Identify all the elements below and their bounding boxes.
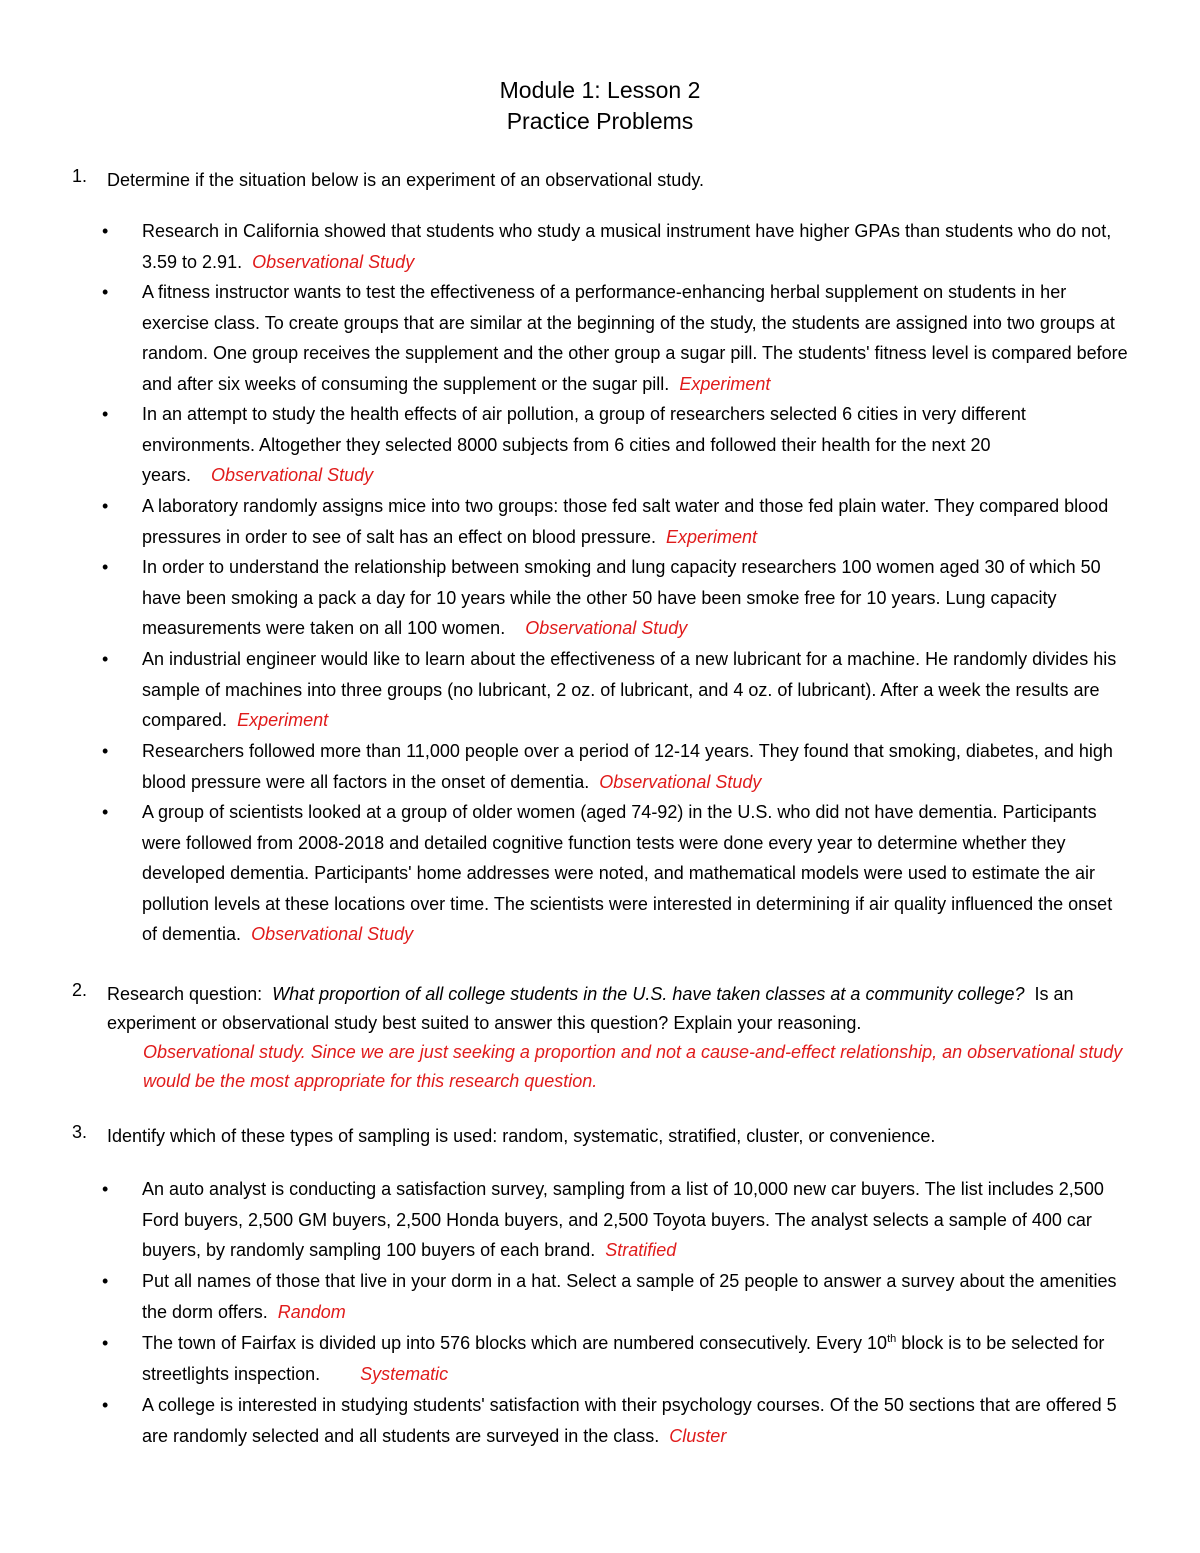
item-superscript: th [887, 1333, 897, 1345]
answer-text: Stratified [605, 1240, 677, 1261]
question-2-number: 2. [72, 980, 88, 1000]
list-item [142, 1390, 1132, 1451]
answer-text: Observational Study [211, 465, 374, 486]
question-2-research-question: What proportion of all college students in the U.S. have taken classes at a community college? [272, 984, 1025, 1004]
item-text: In an attempt to study the health effects of air pollution, a group of researchers selected 6 cities in very different environments. Altogether they selected 8000 subjects from 6 cities and followed their health for the next 20 years. [142, 404, 1026, 486]
answer-text: Observational Study [599, 771, 762, 792]
item-text: In order to understand the relationship between smoking and lung capacity researchers 100 women aged 30 of which 50 have been smoking a pack a day for 10 years while the other 50 have been smoke free for 10 years. Lung capacity measurements were taken on all 100 women. [142, 557, 1101, 639]
question-2-lead: Research question: [107, 984, 263, 1004]
item-text: A college is interested in studying students' satisfaction with their psychology courses. Of the 50 sections that are offered 5 are randomly selected and all students are surveyed in the class. [142, 1395, 1117, 1446]
answer-text: Observational Study [252, 251, 415, 272]
document-title: Module 1: Lesson 2 [499, 77, 701, 103]
answer-text: Experiment [679, 373, 771, 394]
list-item [142, 1174, 1132, 1266]
item-text-pre: The town of Fairfax is divided up into 576 blocks which are numbered consecutively. Every 10 [142, 1333, 888, 1353]
list-item [142, 491, 1132, 552]
list-item [142, 552, 1132, 644]
item-text: An auto analyst is conducting a satisfaction survey, sampling from a list of 10,000 new car buyers. The list includes 2,500 Ford buyers, 2,500 GM buyers, 2,500 Honda buyers, and 2,500 Toyota buyers. The analyst selects a sample of 400 car buyers, by randomly sampling 100 buyers of each brand. [142, 1179, 1104, 1261]
question-3-number: 3. [72, 1122, 88, 1142]
document-subtitle: Practice Problems [506, 108, 694, 134]
item-text: A laboratory randomly assigns mice into two groups: those fed salt water and those fed plain water. They compared blood pressures in order to see of salt has an effect on blood pressure. [142, 496, 1109, 547]
item-text: A group of scientists looked at a group of older women (aged 74-92) in the U.S. who did not have dementia. Participants were followed from 2008-2018 and detailed cognitive function tests were done every year to determine whether they developed dementia. Participants' home addresses were noted, and mathematical models were used to estimate the air pollution levels at these locations over time. The scientists were interested in determining if air quality influenced the onset of dementia. [142, 802, 1113, 945]
answer-text: Systematic [360, 1363, 449, 1384]
answer-text: Observational Study [251, 924, 414, 945]
question-1-number: 1. [72, 166, 88, 186]
question-1-prompt: Determine if the situation below is an experiment of an observational study. [107, 170, 704, 190]
list-item [142, 399, 1132, 491]
list-item [142, 1266, 1132, 1327]
item-text: An industrial engineer would like to learn about the effectiveness of a new lubricant for a machine. He randomly divides his sample of machines into three groups (no lubricant, 2 oz. of lubricant, and 4 oz. of lubricant). After a week the results are compared. [142, 649, 1117, 731]
item-text: Research in California showed that students who study a musical instrument have higher GPAs than students who do not, 3.59 to 2.91. [142, 221, 1112, 272]
list-item [142, 216, 1132, 277]
question-2-prompt: Is an experiment or observational study best suited to answer this question? Explain your reasoning. [107, 984, 1074, 1033]
list-item [142, 1328, 1132, 1389]
list-item [142, 644, 1132, 736]
question-3-prompt: Identify which of these types of sampling is used: random, systematic, stratified, cluster, or convenience. [107, 1126, 936, 1146]
answer-text: Observational Study [525, 618, 688, 639]
answer-text: Experiment [237, 710, 329, 731]
item-text: A fitness instructor wants to test the effectiveness of a performance-enhancing herbal supplement on students in her exercise class. To create groups that are similar at the beginning of the study, the students are assigned into two groups at random. One group receives the supplement and the other group a sugar pill. The students' fitness level is compared before and after six weeks of consuming the supplement or the sugar pill. [142, 282, 1128, 394]
answer-text: Random [277, 1301, 346, 1322]
answer-text: Experiment [665, 526, 758, 547]
answer-text: Cluster [669, 1425, 727, 1446]
list-item [142, 736, 1132, 797]
list-item [142, 797, 1132, 950]
question-2-answer: Observational study. Since we are just seeking a proportion and not a cause-and-effect relationship, an observational study would be the most appropriate for this research question. [143, 1042, 1123, 1091]
list-item [142, 277, 1132, 399]
item-text: Researchers followed more than 11,000 people over a period of 12-14 years. They found that smoking, diabetes, and high blood pressure were all factors in the onset of dementia. [142, 741, 1113, 792]
question-2-block [107, 980, 1142, 1096]
item-text: Put all names of those that live in your dorm in a hat. Select a sample of 25 people to answer a survey about the amenities the dorm offers. [142, 1271, 1117, 1322]
item-text-post: block is to be selected for streetlights inspection. [142, 1333, 1105, 1384]
